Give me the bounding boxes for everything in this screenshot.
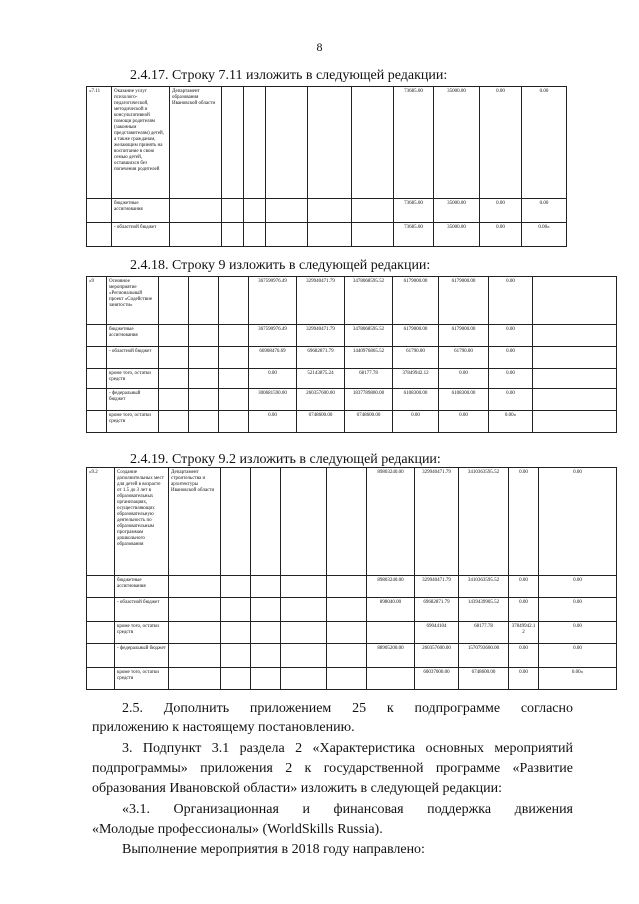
table-cell: бюджетные ассигнования [112,199,170,223]
table-cell: 3478068595.52 [345,325,393,347]
table-row [87,199,567,223]
table-cell: «9.2 [87,468,115,576]
table-cell [266,87,308,199]
table-cell: 60037000.00 [415,668,459,690]
table-cell [251,644,281,668]
table-cell [87,576,115,598]
table-cell: 0.00 [539,598,617,622]
table-cell [308,223,352,247]
table-cell: 3410363595.52 [459,468,509,576]
table-cell [189,325,219,347]
table-cell: 37849942.12 [393,369,439,389]
table-cell: 0.00 [480,87,522,199]
table-cell: 0.00» [539,668,617,690]
table-cell: 35000.00 [434,223,480,247]
table-cell: - областной бюджет [107,347,159,369]
table-cell: 89803240.00 [367,576,415,598]
table-cell [533,369,617,389]
table-cell: 0.00 [489,369,533,389]
table-cell [251,668,281,690]
table-cell [266,223,308,247]
table-cell: 1439439905.52 [459,598,509,622]
table-cell: 329940471.79 [415,576,459,598]
table-cell [189,389,219,411]
table-cell: 0.00» [489,411,533,433]
table-cell: кроме того, остатки средств [107,369,159,389]
table-cell: - областной бюджет [112,223,170,247]
table-cell [189,369,219,389]
section-heading-9: 2.4.18. Строку 9 изложить в следующей редакции: [130,258,431,273]
table-cell: Создание дополнительных мест для детей в возрасте от 1.5 до 3 лет в образовательных организациях, осуществляющих образовательную деятельность по образовательным программам дошкольного образования [115,468,169,576]
table-cell: 0.00 [539,644,617,668]
table-cell [327,576,367,598]
table-cell: 0.00 [509,576,539,598]
table-row [87,369,617,389]
table-cell: Департамент строительства и архитектуры Ивановской области [169,468,221,576]
table-cell [87,668,115,690]
table-cell [87,644,115,668]
table-row [87,87,567,199]
table-cell: 6179000.00 [393,325,439,347]
table-cell: 0.00 [539,468,617,576]
table-cell [533,325,617,347]
table-cell: 35000.00 [434,87,480,199]
table-cell [221,644,251,668]
table-cell [87,199,112,223]
table-cell [221,622,251,644]
table-cell: 88905200.00 [367,644,415,668]
table-cell: - федеральный бюджет [115,644,169,668]
table-cell [169,622,221,644]
table-cell: 0.00 [489,277,533,325]
table-cell [189,347,219,369]
table-cell: «7.11 [87,87,112,199]
table-cell: 329940471.79 [297,277,345,325]
table-cell [87,223,112,247]
table-cell: 0.00» [522,223,567,247]
table-row [87,277,617,325]
table-cell: 61790.00 [439,347,489,369]
table-cell: 52143875.24 [297,369,345,389]
table-cell: бюджетные ассигнования [115,576,169,598]
table-row-9-2 [86,467,617,690]
page-number: 8 [316,40,323,54]
table-cell: 1570793600.00 [459,644,509,668]
table-cell [169,576,221,598]
table-cell: Оказание услуг психолого-педагогической, методической и консультативной помощи родителям (законным представителям) детей, а также гражданам, желающим принять на воспитание в свою семью детей, оставшихся без попечения родителей [112,87,170,199]
table-cell [308,87,352,199]
paragraph-3-line2: подпрограммы» приложения 2 к государственной программе «Развитие [92,761,573,776]
table-cell [159,325,189,347]
section-heading-9-2: 2.4.19. Строку 9.2 изложить в следующей редакции: [130,452,441,467]
table-cell [327,644,367,668]
table-cell: кроме того, остатки средств [115,668,169,690]
table-row [87,411,617,433]
table-cell [533,277,617,325]
table-cell [219,347,249,369]
table-cell: 0.00 [539,622,617,644]
table-cell [308,199,352,223]
table-cell: 367590976.49 [249,325,297,347]
table-cell [169,668,221,690]
table-cell [352,87,394,199]
table-cell: 3478068595.52 [345,277,393,325]
table-cell [244,87,266,199]
table-cell [327,622,367,644]
section-heading-7-11: 2.4.17. Строку 7.11 изложить в следующей редакции: [130,68,448,83]
table-cell [170,199,222,223]
table-cell [219,411,249,433]
table-cell: бюджетные ассигнования [107,325,159,347]
table-cell [251,598,281,622]
table-cell: 0.00 [509,644,539,668]
table-cell: 0.00 [489,347,533,369]
table-cell: 6179000.00 [439,277,489,325]
paragraph-2-5-line1: 2.5. Дополнить приложением 25 к подпрограмме согласно [122,701,573,716]
table-cell [169,644,221,668]
table-cell: 300681590.00 [249,389,297,411]
table-row [87,598,617,622]
table-cell: 260357600.00 [297,389,345,411]
table-cell: 0.00 [509,668,539,690]
paragraph-3-1-line1: «3.1. Организационная и финансовая поддержка движения [122,802,573,817]
table-cell [222,223,244,247]
table-cell [159,389,189,411]
table-cell: 0.00 [249,369,297,389]
table-cell: 61790.00 [393,347,439,369]
table-cell: 0.00 [439,369,489,389]
table-cell [219,369,249,389]
table-cell: - областной бюджет [115,598,169,622]
table-cell: 73685.00 [394,223,434,247]
table-row [87,576,617,598]
table-cell [367,622,415,644]
table-cell: 0.00 [539,576,617,598]
table-row-9 [86,276,617,433]
table-cell [352,199,394,223]
table-cell [244,223,266,247]
table-cell [533,389,617,411]
table-cell [327,598,367,622]
table-cell: 0.00 [522,87,567,199]
table-cell: 6108300.00 [393,389,439,411]
table-cell: 0.00 [393,411,439,433]
table-cell: 6748600.00 [345,411,393,433]
table-cell: 35000.00 [434,199,480,223]
table-cell: 329940471.79 [415,468,459,576]
table-row [87,347,617,369]
table-cell [251,622,281,644]
table-cell [219,325,249,347]
table-cell: 367590976.49 [249,277,297,325]
table-cell [221,598,251,622]
table-cell [352,223,394,247]
table-cell [222,87,244,199]
table-cell: 6108300.00 [439,389,489,411]
table-cell: 73685.00 [394,199,434,223]
table-cell [533,411,617,433]
table-cell: Основное мероприятие «Региональный проект «Содействие занятости» [107,277,159,325]
table-cell: - федеральный бюджет [107,389,159,411]
table-cell [159,277,189,325]
table-cell: Департамент образования Ивановской области [170,87,222,199]
table-cell: 0.00 [480,199,522,223]
table-cell: 329940471.79 [297,325,345,347]
table-cell: 1837789800.00 [345,389,393,411]
table-cell: кроме того, остатки средств [115,622,169,644]
table-cell: 69682871.79 [415,598,459,622]
table-cell: кроме того, остатки средств [107,411,159,433]
table-cell: 6179000.00 [393,277,439,325]
paragraph-3-line3: образования Ивановской области» изложить в следующей редакции: [92,781,502,796]
table-row [87,668,617,690]
table-cell: 0.00 [509,598,539,622]
table-cell [87,347,107,369]
table-cell [219,277,249,325]
table-cell [281,576,327,598]
table-cell: 37849942.12 [509,622,539,644]
table-cell [281,668,327,690]
table-cell: 0.00 [439,411,489,433]
table-cell: 69044104 [415,622,459,644]
table-row [87,622,617,644]
table-cell [189,411,219,433]
table-cell [169,598,221,622]
table-row [87,468,617,576]
table-cell: 6748600.00 [297,411,345,433]
table-cell [189,277,219,325]
table-cell [266,199,308,223]
table-cell [221,668,251,690]
table-cell [87,598,115,622]
table-cell: 0.00 [489,325,533,347]
table-cell [251,468,281,576]
table-cell: 3410363595.52 [459,576,509,598]
table-cell [221,576,251,598]
table-cell [251,576,281,598]
table-cell: 6748600.00 [459,668,509,690]
table-cell: 0.00 [509,468,539,576]
table-cell [327,668,367,690]
paragraph-2-5-line2: приложению к настоящему постановлению. [92,720,355,735]
table-cell [87,411,107,433]
table-cell: 260357600.00 [415,644,459,668]
table-row [87,223,567,247]
table-row-7-11 [86,86,567,247]
table-cell: 73685.00 [394,87,434,199]
table-cell: 898040.00 [367,598,415,622]
table-cell [87,622,115,644]
table-cell: «9 [87,277,107,325]
table-cell: 69682871.79 [297,347,345,369]
table-cell: 0.00 [489,389,533,411]
table-cell [221,468,251,576]
paragraph-3-1-line2: «Молодые профессионалы» (WorldSkills Russia). [92,822,383,837]
table-cell [281,622,327,644]
table-cell [533,347,617,369]
table-cell: 0.00 [522,199,567,223]
table-cell: 0.00 [480,223,522,247]
table-cell [281,644,327,668]
table-cell [244,199,266,223]
table-cell [281,468,327,576]
table-cell: 66908476.69 [249,347,297,369]
table-cell [170,223,222,247]
table-cell [87,389,107,411]
table-row [87,325,617,347]
table-cell: 68177.78 [345,369,393,389]
table-row [87,389,617,411]
paragraph-3-line1: 3. Подпункт 3.1 раздела 2 «Характеристика основных мероприятий [122,741,573,756]
table-cell [327,468,367,576]
table-cell [219,389,249,411]
table-cell [159,369,189,389]
paragraph-last: Выполнение мероприятия в 2018 году направлено: [122,842,425,857]
table-cell [222,199,244,223]
table-cell [159,347,189,369]
table-cell [367,668,415,690]
table-cell [159,411,189,433]
table-cell: 6179000.00 [439,325,489,347]
table-cell [87,369,107,389]
table-cell: 68177.78 [459,622,509,644]
table-cell: 89803240.00 [367,468,415,576]
table-cell: 0.00 [249,411,297,433]
table-cell: 1440976865.52 [345,347,393,369]
table-cell [87,325,107,347]
table-row [87,644,617,668]
table-cell [281,598,327,622]
